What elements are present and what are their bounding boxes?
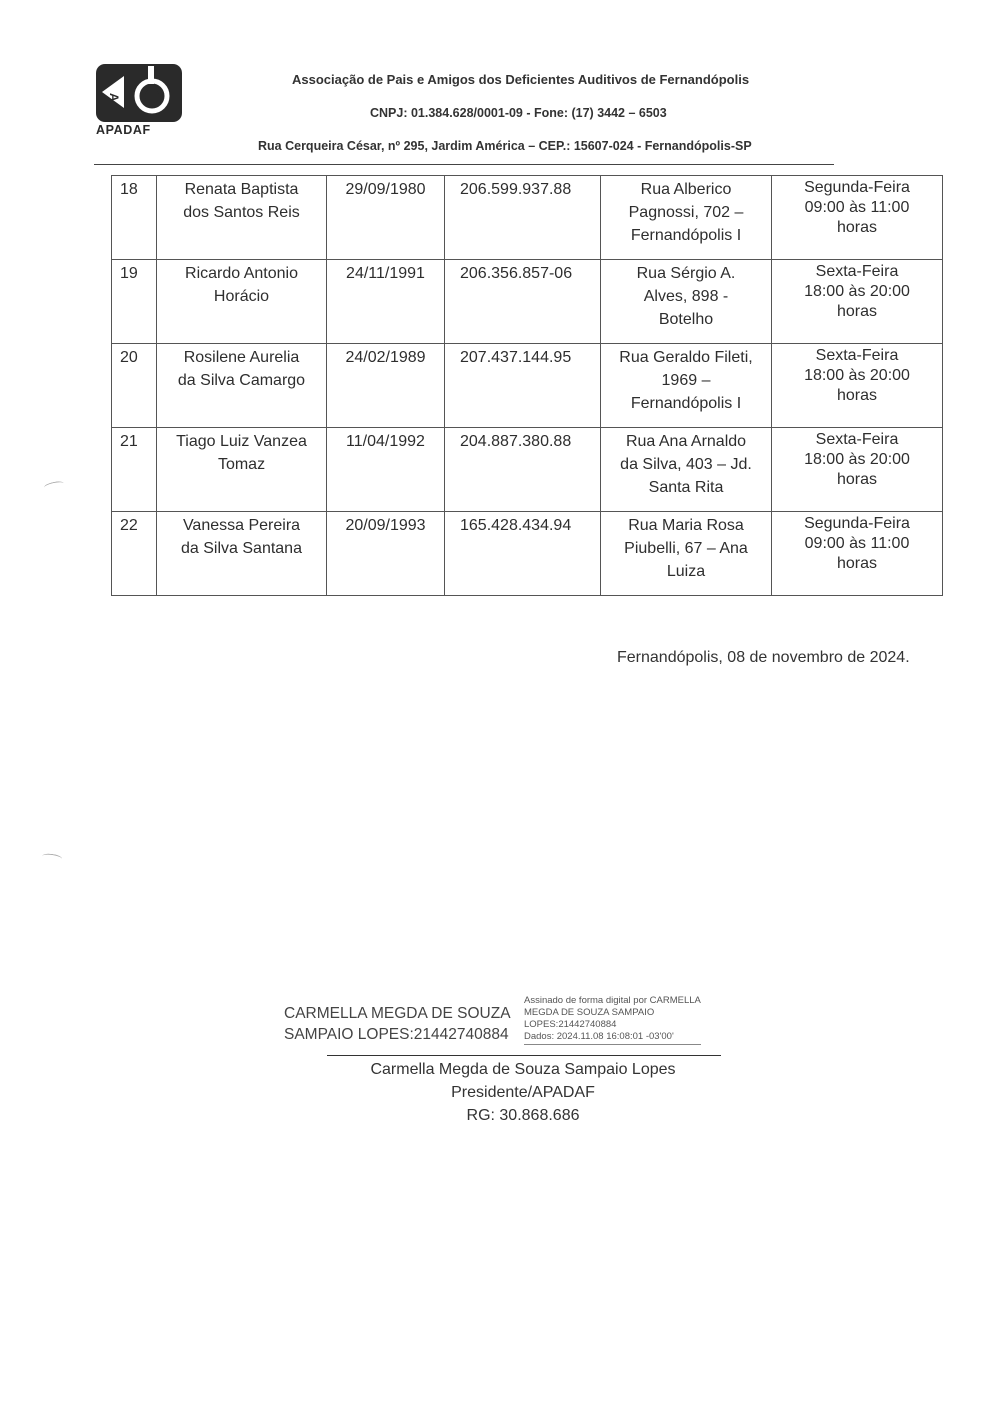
address-line: 1969 – <box>661 372 711 389</box>
digital-info-line: Dados: 2024.11.08 16:08:01 -03'00' <box>524 1031 674 1042</box>
person-address <box>601 428 772 512</box>
person-name <box>157 344 327 428</box>
person-address <box>601 176 772 260</box>
schedule-line: horas <box>836 555 878 572</box>
table-row <box>112 176 943 260</box>
name-line: da Silva Camargo <box>177 372 306 389</box>
schedule-line: Sexta-Feira <box>815 431 899 448</box>
row-number: 18 <box>112 176 157 260</box>
table-row <box>112 512 943 596</box>
person-address <box>601 512 772 596</box>
address-line: Piubelli, 67 – Ana <box>624 540 748 557</box>
schedule-line: 18:00 às 20:00 <box>804 283 910 300</box>
digital-info-line: MEGDA DE SOUZA SAMPAIO <box>524 1007 655 1018</box>
signer-name: Carmella Megda de Souza Sampaio Lopes <box>370 1061 676 1078</box>
address-line: Pagnossi, 702 – <box>628 204 744 221</box>
table-row <box>112 428 943 512</box>
org-name: Associação de Pais e Amigos dos Deficientes Auditivos de Fernandópolis <box>292 72 750 87</box>
address-line: Santa Rita <box>648 479 724 496</box>
birth-date: 29/09/1980 <box>327 176 445 260</box>
beneficiaries-table <box>111 175 943 596</box>
schedule <box>772 344 943 428</box>
schedule-line: Sexta-Feira <box>815 263 899 280</box>
digital-signature-info <box>524 995 701 1045</box>
schedule <box>772 176 943 260</box>
name-line: Renata Baptista <box>184 181 299 198</box>
row-number: 22 <box>112 512 157 596</box>
name-line: dos Santos Reis <box>183 204 300 221</box>
schedule-line: horas <box>836 471 878 488</box>
name-line: Rosilene Aurelia <box>183 349 300 366</box>
org-address: Rua Cerqueira César, nº 295, Jardim América – CEP.: 15607-024 - Fernandópolis-SP <box>258 139 752 153</box>
document-number: 165.428.434.94 <box>445 512 601 596</box>
digital-name-line: SAMPAIO LOPES:21442740884 <box>284 1026 509 1043</box>
person-name <box>157 260 327 344</box>
name-line: Horácio <box>213 288 270 305</box>
name-line: Tomaz <box>217 456 266 473</box>
address-line: Botelho <box>658 311 714 328</box>
person-address <box>601 344 772 428</box>
org-cnpj-phone: CNPJ: 01.384.628/0001-09 - Fone: (17) 3442 – 6503 <box>370 106 667 120</box>
schedule-line: 18:00 às 20:00 <box>804 367 910 384</box>
digital-signature-name <box>284 1003 511 1045</box>
address-line: Rua Maria Rosa <box>628 517 744 534</box>
person-name <box>157 176 327 260</box>
document-number: 204.887.380.88 <box>445 428 601 512</box>
table-row <box>112 260 943 344</box>
schedule-line: horas <box>836 219 878 236</box>
address-line: Luiza <box>666 563 706 580</box>
row-number: 20 <box>112 344 157 428</box>
name-line: da Silva Santana <box>181 540 302 557</box>
schedule-line: 18:00 às 20:00 <box>804 451 910 468</box>
name-line: Ricardo Antonio <box>185 265 298 282</box>
schedule-line: 09:00 às 11:00 <box>804 199 910 216</box>
address-line: Fernandópolis I <box>630 395 742 412</box>
document-number: 206.599.937.88 <box>445 176 601 260</box>
schedule-line: horas <box>836 387 878 404</box>
address-line: Rua Geraldo Fileti, <box>619 349 753 366</box>
person-name <box>157 428 327 512</box>
address-line: Rua Alberico <box>640 181 732 198</box>
schedule <box>772 512 943 596</box>
logo-mark-icon <box>94 62 184 124</box>
address-line: Alves, 898 - <box>643 288 729 305</box>
schedule <box>772 260 943 344</box>
address-line: Fernandópolis I <box>630 227 742 244</box>
header-divider <box>94 164 834 165</box>
schedule <box>772 428 943 512</box>
signer-block <box>327 1058 719 1127</box>
birth-date: 11/04/1992 <box>327 428 445 512</box>
address-line: da Silva, 403 – Jd. <box>620 456 752 473</box>
schedule-line: Sexta-Feira <box>815 347 899 364</box>
digital-name-line: CARMELLA MEGDA DE SOUZA <box>284 1005 511 1022</box>
signature-line <box>327 1055 721 1056</box>
digital-info-line: LOPES:21442740884 <box>524 1019 617 1030</box>
name-line: Vanessa Pereira <box>182 517 301 534</box>
name-line: Tiago Luiz Vanzea <box>176 433 307 450</box>
signer-role: Presidente/APADAF <box>451 1084 595 1101</box>
digital-info-line: Assinado de forma digital por CARMELLA <box>524 995 701 1006</box>
logo-text: APADAF <box>96 123 151 137</box>
schedule-line: 09:00 às 11:00 <box>804 535 910 552</box>
scan-mark <box>43 480 64 491</box>
date-line: Fernandópolis, 08 de novembro de 2024. <box>617 649 910 666</box>
document-number: 207.437.144.95 <box>445 344 601 428</box>
row-number: 19 <box>112 260 157 344</box>
schedule-line: Segunda-Feira <box>804 179 910 196</box>
document-number: 206.356.857-06 <box>445 260 601 344</box>
svg-text:A: A <box>107 93 121 102</box>
birth-date: 20/09/1993 <box>327 512 445 596</box>
person-name <box>157 512 327 596</box>
schedule-line: Segunda-Feira <box>804 515 910 532</box>
scan-mark <box>42 853 63 863</box>
table-row <box>112 344 943 428</box>
row-number: 21 <box>112 428 157 512</box>
signer-rg: RG: 30.868.686 <box>466 1107 580 1124</box>
birth-date: 24/02/1989 <box>327 344 445 428</box>
birth-date: 24/11/1991 <box>327 260 445 344</box>
address-line: Rua Sérgio A. <box>636 265 736 282</box>
address-line: Rua Ana Arnaldo <box>625 433 747 450</box>
person-address <box>601 260 772 344</box>
schedule-line: horas <box>836 303 878 320</box>
